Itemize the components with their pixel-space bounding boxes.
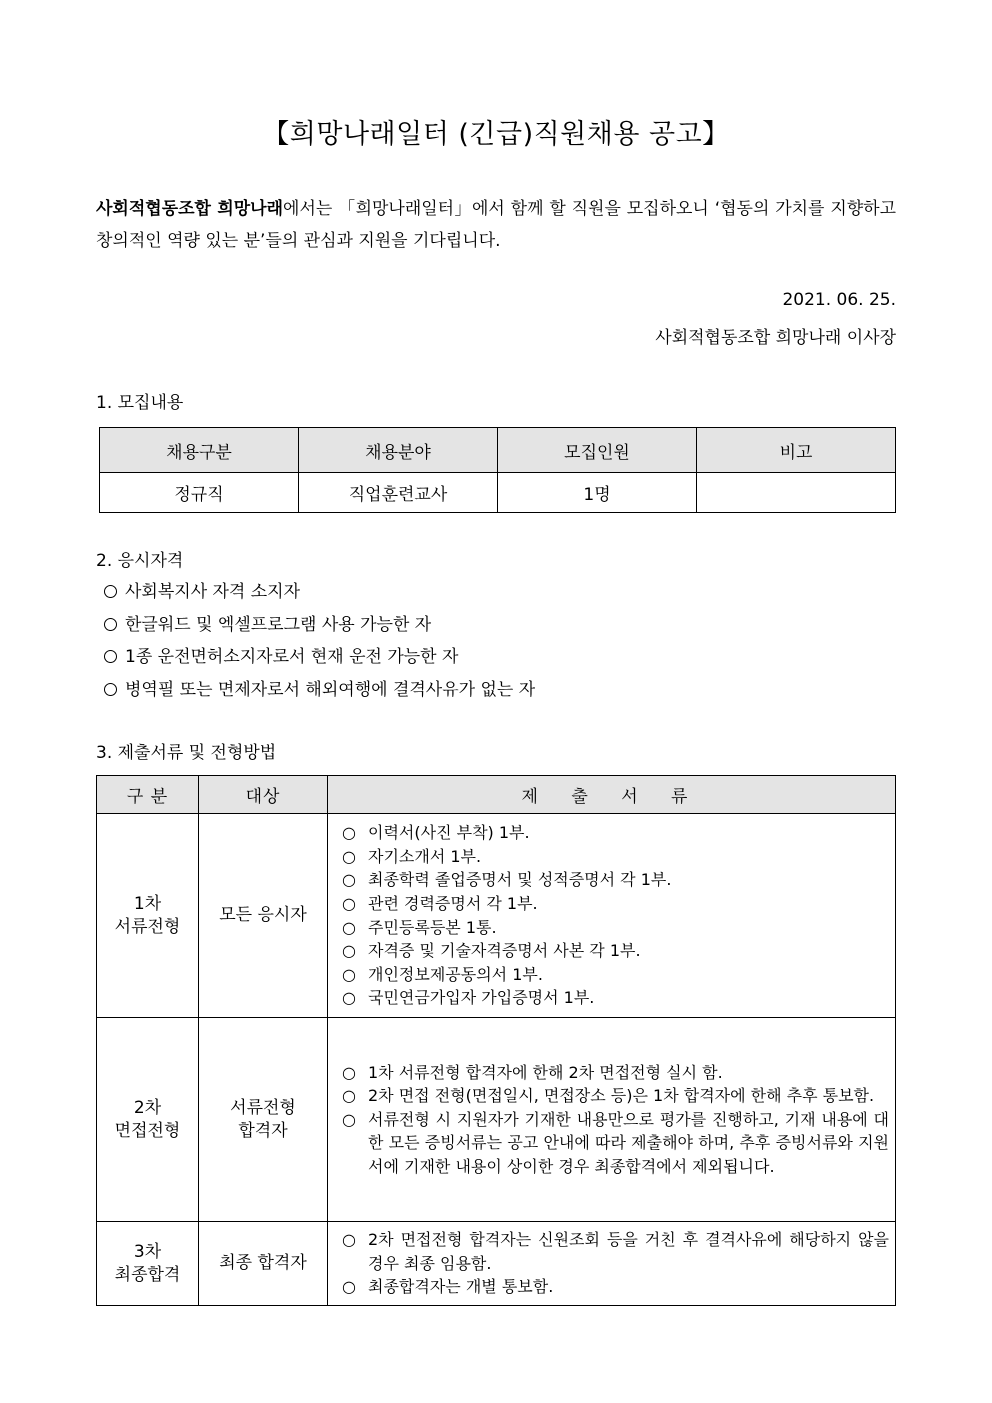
- doc-text: 개인정보제공동의서 1부.: [368, 964, 543, 984]
- doc-item: [342, 868, 889, 892]
- doc-item: [342, 1228, 889, 1275]
- bullet-circle-icon: ○: [342, 823, 356, 843]
- doc-item: [342, 1108, 889, 1179]
- recruit-row: [100, 473, 896, 513]
- target-text: 모든 응시자: [219, 905, 307, 925]
- documents-table: [96, 775, 896, 1306]
- bullet-circle-icon: ○: [342, 964, 356, 984]
- bullet-circle-icon: [104, 650, 117, 663]
- bullet-circle-icon: ○: [342, 846, 356, 866]
- bullet-circle-icon: ○: [342, 988, 356, 1008]
- target-text: 최종 합격자: [219, 1253, 307, 1273]
- doc-text: 자기소개서 1부.: [368, 846, 482, 866]
- bullet-circle-icon: ○: [342, 870, 356, 890]
- announcement-signer: 사회적협동조합 희망나래 이사장: [655, 328, 896, 348]
- stage-number: 1차: [133, 893, 162, 914]
- qualification-item: [104, 609, 535, 642]
- section3-heading: 3. 제출서류 및 전형방법: [96, 743, 277, 763]
- stage-cell: [97, 814, 199, 1018]
- intro-paragraph: [96, 193, 896, 257]
- qualification-item: [104, 576, 535, 609]
- bullet-circle-icon: ○: [342, 1062, 356, 1082]
- bullet-circle-icon: [104, 683, 117, 696]
- doc-item: [342, 986, 889, 1010]
- doc-text: 국민연금가입자 가입증명서 1부.: [368, 988, 595, 1008]
- page-title: 【희망나래일터 (긴급)직원채용 공고】: [262, 119, 730, 150]
- doc-text: 최종합격자는 개별 통보함.: [368, 1277, 554, 1297]
- docs-cell: [328, 1018, 896, 1222]
- recruit-header-field: 채용분야: [299, 428, 498, 473]
- recruit-note: [697, 473, 896, 513]
- recruit-header-count: 모집인원: [498, 428, 697, 473]
- bullet-circle-icon: [104, 585, 117, 598]
- doc-item: [342, 1084, 889, 1108]
- documents-row: [97, 814, 896, 1018]
- doc-item: [342, 821, 889, 845]
- doc-item: [342, 963, 889, 987]
- intro-text: 에서는 「희망나래일터」에서 함께 할 직원을 모집하오니 ‘협동의 가치를 지향하고 창의적인 역량 있는 분’들의 관심과 지원을 기다립니다.: [96, 199, 897, 251]
- doc-text: 관련 경력증명서 각 1부.: [368, 893, 538, 913]
- stage-name: 면접전형: [114, 1120, 181, 1141]
- doc-item: [342, 1061, 889, 1085]
- doc-text: 자격증 및 기술자격증명서 사본 각 1부.: [368, 941, 641, 961]
- stage-number: 3차: [133, 1241, 162, 1262]
- doc-item: [342, 916, 889, 940]
- stage-cell: [97, 1018, 199, 1222]
- recruit-table: [99, 427, 896, 513]
- doc-text: 주민등록등본 1통.: [368, 917, 497, 937]
- stage-cell: [97, 1222, 199, 1306]
- doc-item: [342, 892, 889, 916]
- qualification-text: 한글워드 및 엑셀프로그램 사용 가능한 자: [125, 614, 432, 635]
- qualification-text: 병역필 또는 면제자로서 해외여행에 결격사유가 없는 자: [125, 679, 536, 700]
- bullet-circle-icon: [104, 618, 117, 631]
- recruit-header-note: 비고: [697, 428, 896, 473]
- docs-cell: [328, 814, 896, 1018]
- recruit-count: 1명: [498, 473, 697, 513]
- documents-header-row: [97, 776, 896, 814]
- target-cell: [199, 1018, 328, 1222]
- target-text: 서류전형: [230, 1097, 296, 1118]
- doc-text: 2차 면접전형 합격자는 신원조회 등을 거친 후 결격사유에 해당하지 않을 경우 최종 임용함.: [368, 1230, 889, 1273]
- doc-text: 1차 서류전형 합격자에 한해 2차 면접전형 실시 함.: [368, 1062, 723, 1082]
- doc-item: [342, 845, 889, 869]
- recruit-type: 정규직: [100, 473, 299, 513]
- recruit-header-row: [100, 428, 896, 473]
- bullet-circle-icon: ○: [342, 917, 356, 937]
- section1-heading: 1. 모집내용: [96, 393, 184, 413]
- stage-name: 최종합격: [114, 1264, 181, 1285]
- documents-header-target: 대상: [199, 776, 328, 814]
- bullet-circle-icon: ○: [342, 1230, 356, 1250]
- bullet-circle-icon: ○: [342, 1277, 356, 1297]
- target-cell: [199, 814, 328, 1018]
- announcement-date: 2021. 06. 25.: [782, 290, 896, 310]
- doc-text: 이력서(사진 부착) 1부.: [368, 823, 530, 843]
- documents-header-stage: 구 분: [97, 776, 199, 814]
- section2-heading: 2. 응시자격: [96, 551, 184, 571]
- qualification-item: [104, 674, 535, 707]
- doc-text: 2차 면접 전형(면접일시, 면접장소 등)은 1차 합격자에 한해 추후 통보함.: [368, 1086, 875, 1106]
- target-text: 합격자: [238, 1120, 288, 1141]
- documents-row: [97, 1018, 896, 1222]
- doc-item: [342, 1275, 889, 1299]
- docs-cell: [328, 1222, 896, 1306]
- recruit-field: 직업훈련교사: [299, 473, 498, 513]
- bullet-circle-icon: ○: [342, 1086, 356, 1106]
- documents-row: [97, 1222, 896, 1306]
- doc-text: 최종학력 졸업증명서 및 성적증명서 각 1부.: [368, 870, 672, 890]
- intro-org-name: 사회적협동조합 희망나래: [96, 199, 284, 219]
- doc-text: 서류전형 시 지원자가 기재한 내용만으로 평가를 진행하고, 기재 내용에 대한 모든 증빙서류는 공고 안내에 따라 제출해야 하며, 추후 증빙서류와 지원서에 기재한 내용이 상이한 경우 최종합격에서 제외됩니다.: [368, 1109, 889, 1176]
- qualification-text: 1종 운전면허소지자로서 현재 운전 가능한 자: [125, 647, 459, 667]
- doc-item: [342, 939, 889, 963]
- recruit-header-type: 채용구분: [100, 428, 299, 473]
- bullet-circle-icon: ○: [342, 893, 356, 913]
- target-cell: [199, 1222, 328, 1306]
- qualification-text: 사회복지사 자격 소지자: [125, 582, 301, 602]
- stage-name: 서류전형: [114, 916, 181, 937]
- qualification-item: [104, 641, 535, 674]
- documents-header-docs: 제 출 서 류: [328, 776, 896, 814]
- stage-number: 2차: [133, 1097, 162, 1118]
- qualification-list: [104, 576, 535, 706]
- bullet-circle-icon: ○: [342, 941, 356, 961]
- bullet-circle-icon: ○: [342, 1109, 356, 1129]
